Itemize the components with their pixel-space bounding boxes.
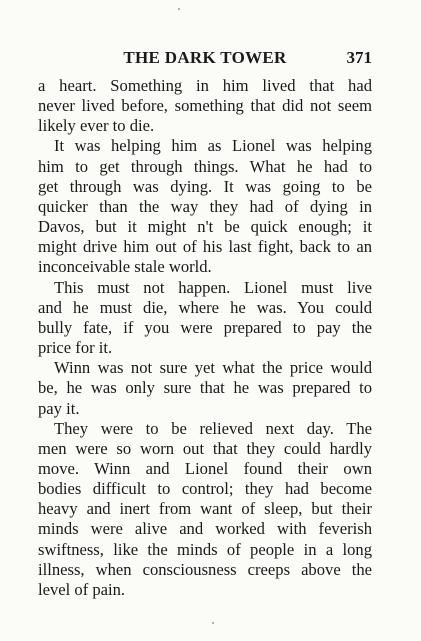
running-title: THE DARK TOWER: [123, 48, 287, 67]
text-line: heavy and inert from want of sleep, but their: [38, 499, 372, 519]
text-line: illness, when consciousness creeps above the: [38, 559, 372, 579]
paragraph: [38, 136, 372, 277]
page-number: 371: [346, 48, 372, 67]
text-line: move. Winn and Lionel found their own: [38, 458, 372, 478]
text-line: and he must die, where he was. You could: [38, 297, 372, 317]
text-line: a heart. Something in him lived that had: [38, 76, 372, 95]
text-line: get through was dying. It was going to be: [38, 176, 372, 196]
print-speck: [178, 8, 180, 10]
text-line: They were to be relieved next day. The: [54, 418, 372, 438]
text-line: pay it.: [38, 398, 80, 418]
text-line: might drive him out of his last fight, back to an: [38, 237, 372, 257]
text-line: him to get through things. What he had to: [38, 156, 372, 176]
text-line: quicker than the way they had of dying in: [38, 196, 372, 216]
text-line: inconceivable stale world.: [38, 257, 212, 277]
text-line: bully fate, if you were prepared to pay the: [38, 317, 372, 337]
text-line: swiftness, like the minds of people in a long: [38, 539, 372, 559]
print-speck: [212, 622, 214, 624]
paragraph: [38, 278, 372, 359]
text-line: price for it.: [38, 338, 113, 358]
text-line: It was helping him as Lionel was helping: [54, 136, 372, 156]
text-line: Winn was not sure yet what the price would: [54, 358, 372, 378]
body-text: [38, 76, 372, 600]
text-line: likely ever to die.: [38, 116, 155, 136]
paragraph: [38, 76, 372, 136]
text-line: Davos, but it might n't be quick enough; it: [38, 217, 372, 237]
text-line: bodies difficult to control; they had become: [38, 479, 372, 499]
running-head: [38, 48, 372, 72]
text-line: men were so worn out that they could hardly: [38, 438, 372, 458]
paragraph: [38, 419, 372, 600]
paragraph: [38, 358, 372, 418]
text-line: be, he was only sure that he was prepared to: [38, 378, 372, 398]
text-line: minds were alive and worked with feverish: [38, 519, 372, 539]
text-line: This must not happen. Lionel must live: [54, 277, 372, 297]
text-line: never lived before, something that did not seem: [38, 96, 372, 116]
text-line: level of pain.: [38, 579, 126, 599]
